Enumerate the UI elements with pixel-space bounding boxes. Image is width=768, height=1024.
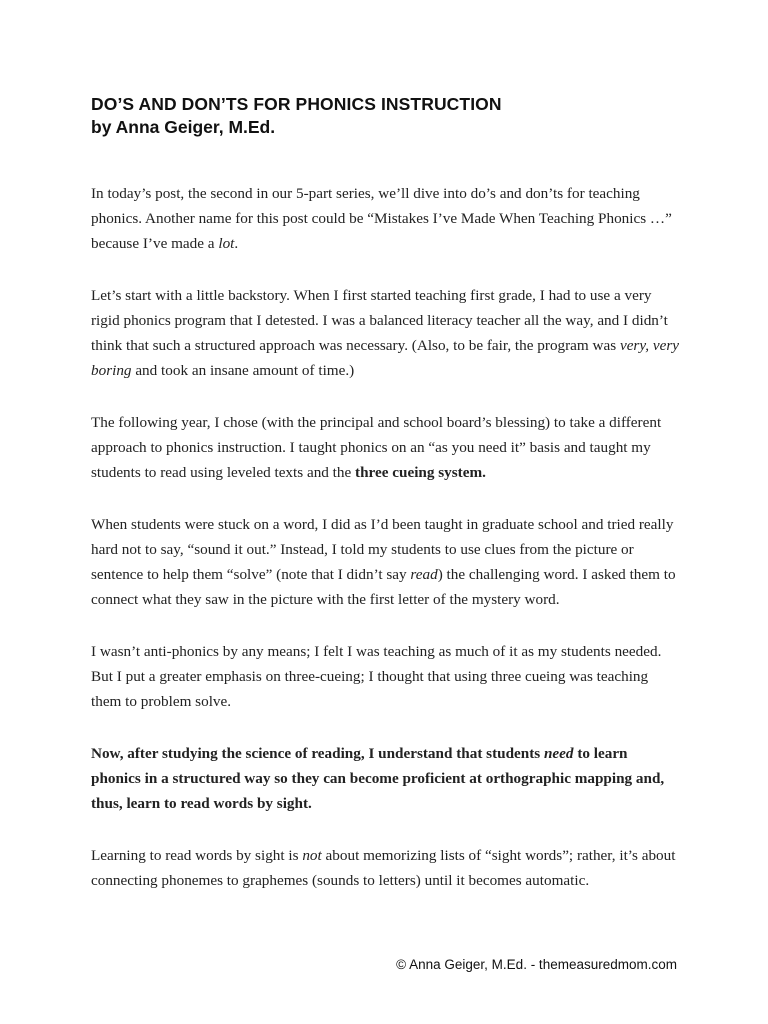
paragraph-text: and took an insane amount of time.): [131, 362, 355, 379]
page-title: [91, 94, 691, 139]
bold-text: [91, 745, 664, 812]
paragraph-backstory: [91, 283, 681, 383]
emphasis-text: lot: [218, 235, 235, 252]
paragraph-text: about memorizing lists of “sight words”; rather, it’s about connecting phonemes to graphemes (sounds to letters) until it becomes automatic.: [91, 847, 676, 889]
emphasis-text: very, very boring: [91, 337, 679, 379]
paragraph-text: Learning to read words by sight is: [91, 847, 303, 864]
article-body: [91, 181, 681, 920]
paragraph-science-of-reading: [91, 741, 681, 816]
emphasis-text: need: [543, 745, 574, 762]
bold-text-part: Now, after studying the science of reading, I understand that students: [91, 745, 544, 762]
paragraph-anti-phonics: [91, 639, 681, 714]
emphasis-text: not: [302, 847, 322, 864]
emphasis-text: read: [410, 566, 438, 583]
paragraph-text: ) the challenging word. I asked them to connect what they saw in the picture with the first letter of the mystery word.: [91, 566, 676, 608]
paragraph-text: When students were stuck on a word, I did as I’d been taught in graduate school and tried really hard not to say, “sound it out.” Instead, I told my students to use clues from the picture or sentence to help them “solve” (note that I didn’t say: [91, 516, 674, 583]
paragraph-sight-words: [91, 843, 681, 893]
paragraph-text: The following year, I chose (with the principal and school board’s blessing) to take a different approach to phonics instruction. I taught phonics on an “as you need it” basis and taught my students to read using leveled texts and the: [91, 414, 662, 481]
paragraph-intro: [91, 181, 681, 256]
paragraph-text: .: [234, 235, 239, 252]
paragraph-text: In today’s post, the second in our 5-part series, we’ll dive into do’s and don’ts for teaching phonics. Another name for this post could be “Mistakes I’ve Made When Teaching Phonics …” because I’ve made a: [91, 185, 672, 252]
copyright-footer: © Anna Geiger, M.Ed. - themeasuredmom.com: [396, 957, 677, 972]
paragraph-text: Let’s start with a little backstory. When I first started teaching first grade, I had to use a very rigid phonics program that I detested. I was a balanced literacy teacher all the way, and I didn’t think that such a structured approach was necessary. (Also, to be fair, the program was: [91, 287, 668, 354]
paragraph-stuck-word: [91, 512, 681, 612]
paragraph-following-year: [91, 410, 681, 485]
title-line-author: by Anna Geiger, M.Ed.: [91, 117, 276, 137]
bold-text-part: to learn phonics in a structured way so they can become proficient at orthographic mapping and, thus, learn to read words by sight.: [91, 745, 665, 812]
paragraph-text: I wasn’t anti-phonics by any means; I felt I was teaching as much of it as my students needed. But I put a greater emphasis on three-cueing; I thought that using three cueing was teaching them to problem solve.: [91, 643, 662, 710]
bold-text: three cueing system.: [355, 464, 486, 481]
title-line-main: DO’S AND DON’TS FOR PHONICS INSTRUCTION: [91, 94, 502, 114]
